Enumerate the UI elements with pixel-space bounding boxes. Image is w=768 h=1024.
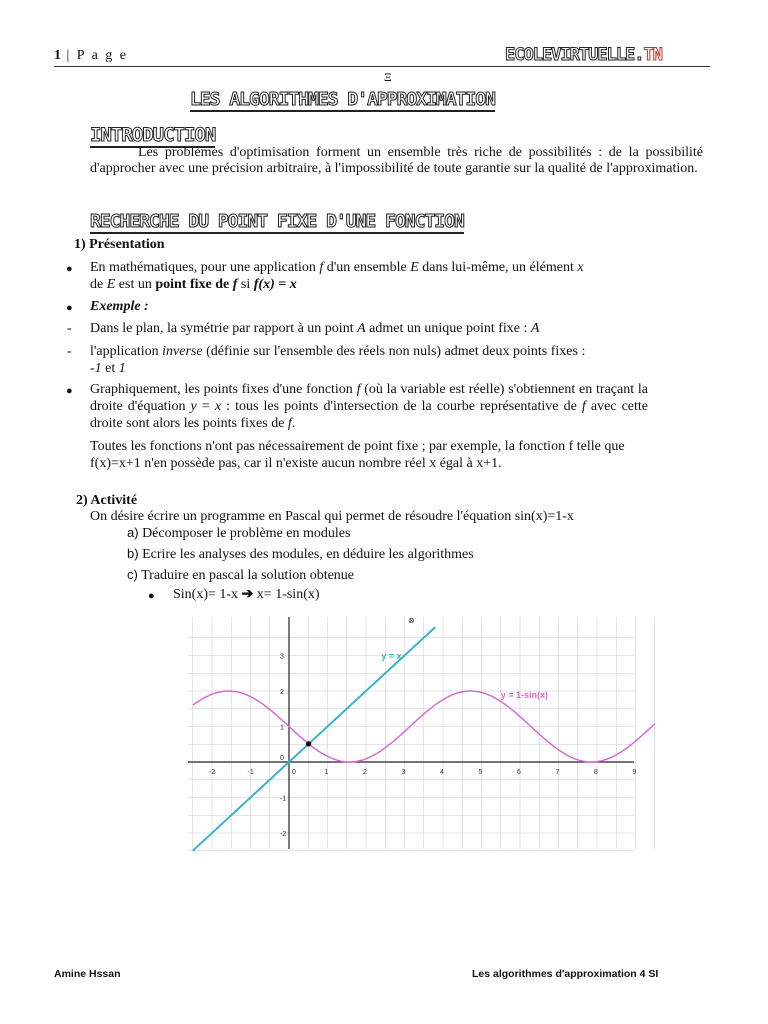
- presentation-title: 1) Présentation: [74, 237, 165, 252]
- series-label-y-eq-x: y = x: [381, 651, 402, 662]
- intro-paragraph: Les problèmes d'optimisation forment un ensemble très riche de possibilités : de la possibilité d'approcher avec une précision arbitraire, à l'impossibilité de toute garantie sur la qualité de l'approximation.: [90, 145, 703, 176]
- intro-heading: INTRODUCTION: [90, 124, 216, 146]
- brand-logo: ECOLEVIRTUELLE.TN: [505, 45, 663, 65]
- x-tick-label: 9: [632, 769, 637, 776]
- x-tick-label: 7: [555, 769, 560, 776]
- y-tick-label: 0: [280, 755, 284, 762]
- x-tick-label: 6: [517, 769, 521, 776]
- page-title: LES ALGORITHMES D'APPROXIMATION: [190, 89, 495, 110]
- note-paragraph: Toutes les fonctions n'ont pas nécessairement de point fixe ; par exemple, la fonction f telle que f(x)=x+1 n'en possède pas, car il n'existe aucun nombre réel x égal à x+1.: [90, 439, 625, 471]
- intersection-point: [306, 741, 311, 746]
- arrow-icon: ➔: [241, 587, 254, 602]
- x-tick-label: 5: [478, 769, 483, 776]
- bullet-icon: ●: [66, 263, 73, 275]
- activity-item-a: a) Décomposer le problème en modules: [127, 525, 351, 541]
- footer-author: Amine Hssan: [54, 968, 121, 980]
- activity-text: On désire écrire un programme en Pascal qui permet de résoudre l'équation sin(x)=1-x: [90, 509, 574, 524]
- dash-marker: -: [67, 321, 72, 336]
- bullet-icon: ●: [66, 385, 73, 397]
- activity-item-b: b) Ecrire les analyses des modules, en déduire les algorithmes: [127, 546, 474, 562]
- bullet-icon: ●: [148, 590, 155, 602]
- y-tick-label: 2: [280, 689, 284, 696]
- header-rule: [54, 66, 710, 67]
- y-tick-label: 1: [280, 724, 284, 732]
- x-tick-label: 0: [292, 769, 296, 776]
- x-tick-label: 1: [324, 769, 329, 776]
- x-tick-label: -2: [209, 769, 216, 776]
- y-tick-label: -1: [280, 795, 287, 803]
- x-tick-label: -1: [247, 769, 254, 776]
- graph-origin-marker: ⊗: [408, 616, 415, 625]
- footer-course: Les algorithmes d'approximation 4 SI: [472, 968, 659, 980]
- x-tick-label: 4: [440, 769, 444, 776]
- dash-marker: -: [67, 344, 72, 359]
- activity-item-c: c) Traduire en pascal la solution obtenue: [127, 567, 355, 583]
- series-label-y-eq-1-sinx: y = 1-sin(x): [500, 690, 549, 701]
- function-graph: [188, 616, 637, 849]
- activity-title: 2) Activité: [76, 493, 138, 508]
- y-tick-label: 3: [280, 653, 284, 661]
- y-tick-label: -2: [280, 831, 287, 838]
- x-tick-label: 8: [594, 769, 598, 776]
- page-number: 1 | P a g e: [54, 48, 128, 63]
- x-tick-label: 2: [363, 769, 367, 776]
- x-tick-label: 3: [401, 769, 406, 776]
- fixed-point-heading: RECHERCHE DU POINT FIXE D'UNE FONCTION: [90, 211, 464, 232]
- bullet-icon: ●: [66, 302, 73, 314]
- title-symbol: Ξ: [384, 70, 392, 84]
